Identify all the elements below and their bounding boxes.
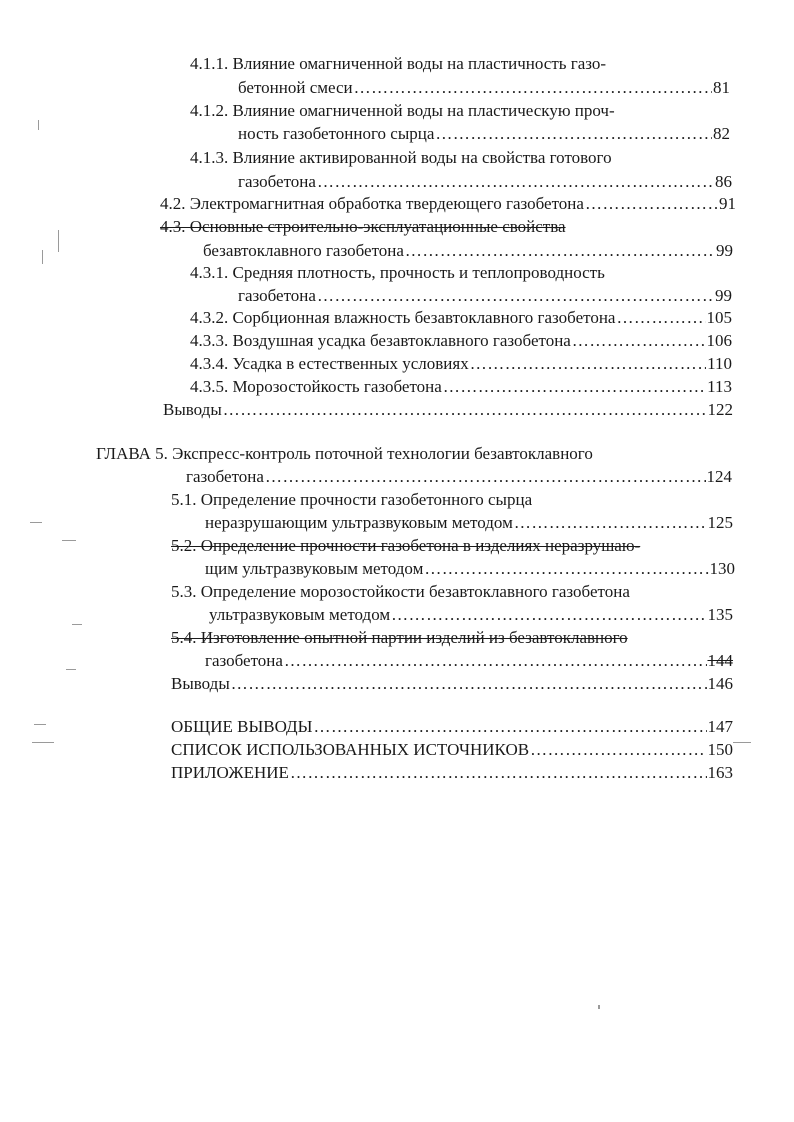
toc-entry-4-1-2-cont bbox=[238, 123, 730, 147]
toc-entry-text: 4.3.3. Воздушная усадка безавтоклавного газобетона bbox=[190, 331, 571, 350]
dot-leader bbox=[313, 716, 706, 738]
toc-entry-text: 5.3. Определение морозостойкости безавтоклавного газобетона bbox=[171, 582, 630, 601]
dot-leader bbox=[317, 285, 714, 307]
toc-entry-4-1-2 bbox=[190, 100, 670, 124]
toc-entry-text: 4.1.2. Влияние омагниченной воды на пластическую проч- bbox=[190, 101, 615, 120]
dot-leader bbox=[284, 650, 707, 672]
toc-page-number: 163 bbox=[707, 763, 733, 782]
toc-entry-4-3-1 bbox=[190, 262, 670, 286]
toc-entry-4-3-1-cont bbox=[238, 285, 732, 309]
toc-page-number: 82 bbox=[713, 124, 730, 143]
dot-leader bbox=[585, 193, 718, 215]
toc-entry-general-conclusions bbox=[171, 716, 733, 740]
toc-entry-4-1-3-cont bbox=[238, 171, 732, 195]
toc-entry-text: 4.3.2. Сорбционная влажность безавтоклавного газобетона bbox=[190, 308, 616, 327]
toc-entry-text: газобетона bbox=[238, 286, 316, 305]
toc-entry-text: неразрушающим ультразвуковым методом bbox=[205, 513, 513, 532]
dot-leader bbox=[435, 123, 712, 145]
toc-page-number: 124 bbox=[706, 467, 732, 486]
toc-page-number: 146 bbox=[707, 674, 733, 693]
toc-entry-text: 4.3.1. Средняя плотность, прочность и теплопроводность bbox=[190, 263, 605, 282]
toc-page-number: 105 bbox=[706, 308, 732, 327]
toc-page-number: 147 bbox=[707, 717, 733, 736]
dot-leader bbox=[317, 171, 714, 193]
scan-mark bbox=[30, 522, 42, 523]
dot-leader bbox=[424, 558, 708, 580]
toc-entry-4-1-1 bbox=[190, 53, 670, 77]
toc-entry-text: 4.3.5. Морозостойкость газобетона bbox=[190, 377, 442, 396]
scan-mark bbox=[62, 540, 76, 541]
toc-entry-text: Выводы bbox=[163, 400, 222, 419]
toc-page-number: 150 bbox=[707, 740, 733, 759]
scan-mark bbox=[66, 669, 76, 670]
toc-page-number: 144 bbox=[707, 651, 733, 670]
scan-mark bbox=[34, 724, 46, 725]
dot-leader bbox=[405, 240, 715, 262]
toc-entry-4-3-2 bbox=[190, 307, 732, 331]
toc-entry-chapter-5 bbox=[96, 443, 676, 467]
toc-entry-5-2 bbox=[171, 535, 731, 559]
toc-entry-5-4 bbox=[171, 627, 711, 651]
scan-mark bbox=[598, 1005, 600, 1009]
toc-page-number: 106 bbox=[706, 331, 732, 350]
toc-entry-text: 5.2. Определение прочности газобетона в изделиях неразрушаю- bbox=[171, 536, 641, 555]
toc-page-number: 130 bbox=[709, 559, 735, 578]
toc-entry-4-1-1-cont bbox=[238, 77, 730, 101]
scan-mark bbox=[733, 742, 751, 743]
dot-leader bbox=[470, 353, 706, 375]
toc-entry-4-1-3 bbox=[190, 147, 670, 171]
toc-page-number: 86 bbox=[715, 172, 732, 191]
toc-entry-text: Выводы bbox=[171, 674, 230, 693]
toc-entry-conclusions-5 bbox=[171, 673, 733, 697]
toc-entry-text: безавтоклавного газобетона bbox=[203, 241, 404, 260]
dot-leader bbox=[223, 399, 707, 421]
scan-mark bbox=[38, 120, 39, 130]
dot-leader bbox=[265, 466, 706, 488]
toc-entry-text: бетонной смеси bbox=[238, 78, 353, 97]
scan-mark bbox=[58, 230, 59, 252]
toc-entry-text: щим ультразвуковым методом bbox=[205, 559, 424, 578]
scan-mark bbox=[32, 742, 54, 743]
toc-entry-text: газобетона bbox=[238, 172, 316, 191]
toc-entry-text: ГЛАВА 5. Экспресс-контроль поточной технологии безавтоклавного bbox=[96, 444, 593, 463]
toc-page-number: 125 bbox=[707, 513, 733, 532]
toc-entry-text: ность газобетонного сырца bbox=[238, 124, 435, 143]
toc-entry-text: 5.1. Определение прочности газобетонного сырца bbox=[171, 490, 533, 509]
toc-entry-text: 4.1.3. Влияние активированной воды на свойства готового bbox=[190, 148, 612, 167]
toc-entry-text: 4.3.4. Усадка в естественных условиях bbox=[190, 354, 469, 373]
toc-entry-text: 4.1.1. Влияние омагниченной воды на пластичность газо- bbox=[190, 54, 607, 73]
toc-page-number: 135 bbox=[707, 605, 733, 624]
toc-entry-appendix bbox=[171, 762, 733, 786]
dot-leader bbox=[290, 762, 707, 784]
dot-leader bbox=[616, 307, 705, 329]
toc-entry-5-4-cont bbox=[205, 650, 733, 674]
toc-entry-5-3-cont bbox=[209, 604, 733, 628]
toc-page-number: 99 bbox=[715, 286, 732, 305]
toc-entry-4-3-3 bbox=[190, 330, 732, 354]
toc-entry-text: СПИСОК ИСПОЛЬЗОВАННЫХ ИСТОЧНИКОВ bbox=[171, 740, 530, 759]
toc-entry-chapter-5-cont bbox=[186, 466, 732, 490]
toc-entry-conclusions-4 bbox=[163, 399, 733, 423]
toc-entry-text: 4.3. Основные строительно-эксплуатационные свойства bbox=[160, 217, 566, 236]
toc-page-number: 81 bbox=[713, 78, 730, 97]
toc-entry-5-3 bbox=[171, 581, 731, 605]
toc-entry-text: 4.2. Электромагнитная обработка твердеющего газобетона bbox=[160, 194, 584, 213]
dot-leader bbox=[231, 673, 707, 695]
toc-entry-5-1 bbox=[171, 489, 691, 513]
toc-entry-5-1-cont bbox=[205, 512, 733, 536]
toc-page-number: 91 bbox=[719, 194, 736, 213]
toc-entry-4-3 bbox=[160, 216, 660, 240]
toc-entry-4-2 bbox=[160, 193, 736, 217]
scan-mark bbox=[42, 250, 43, 264]
toc-page-number: 99 bbox=[716, 241, 733, 260]
dot-leader bbox=[443, 376, 706, 398]
toc-entry-text: ОБЩИЕ ВЫВОДЫ bbox=[171, 717, 313, 736]
dot-leader bbox=[530, 739, 706, 761]
toc-entry-4-3-4 bbox=[190, 353, 732, 377]
dot-leader bbox=[354, 77, 712, 99]
toc-entry-5-2-cont bbox=[205, 558, 735, 582]
toc-page-number: 113 bbox=[707, 377, 732, 396]
toc-entry-4-3-cont bbox=[203, 240, 733, 264]
toc-entry-text: ультразвуковым методом bbox=[209, 605, 391, 624]
toc-page-number: 122 bbox=[707, 400, 733, 419]
toc-page-number: 110 bbox=[707, 354, 732, 373]
toc-entry-4-3-5 bbox=[190, 376, 732, 400]
dot-leader bbox=[514, 512, 707, 534]
toc-entry-text: газобетона bbox=[186, 467, 264, 486]
scan-mark bbox=[72, 624, 82, 625]
dot-leader bbox=[572, 330, 706, 352]
toc-entry-text: 5.4. Изготовление опытной партии изделий из безавтоклавного bbox=[171, 628, 628, 647]
toc-entry-text: ПРИЛОЖЕНИЕ bbox=[171, 763, 289, 782]
dot-leader bbox=[391, 604, 706, 626]
toc-entry-references bbox=[171, 739, 733, 763]
toc-entry-text: газобетона bbox=[205, 651, 283, 670]
